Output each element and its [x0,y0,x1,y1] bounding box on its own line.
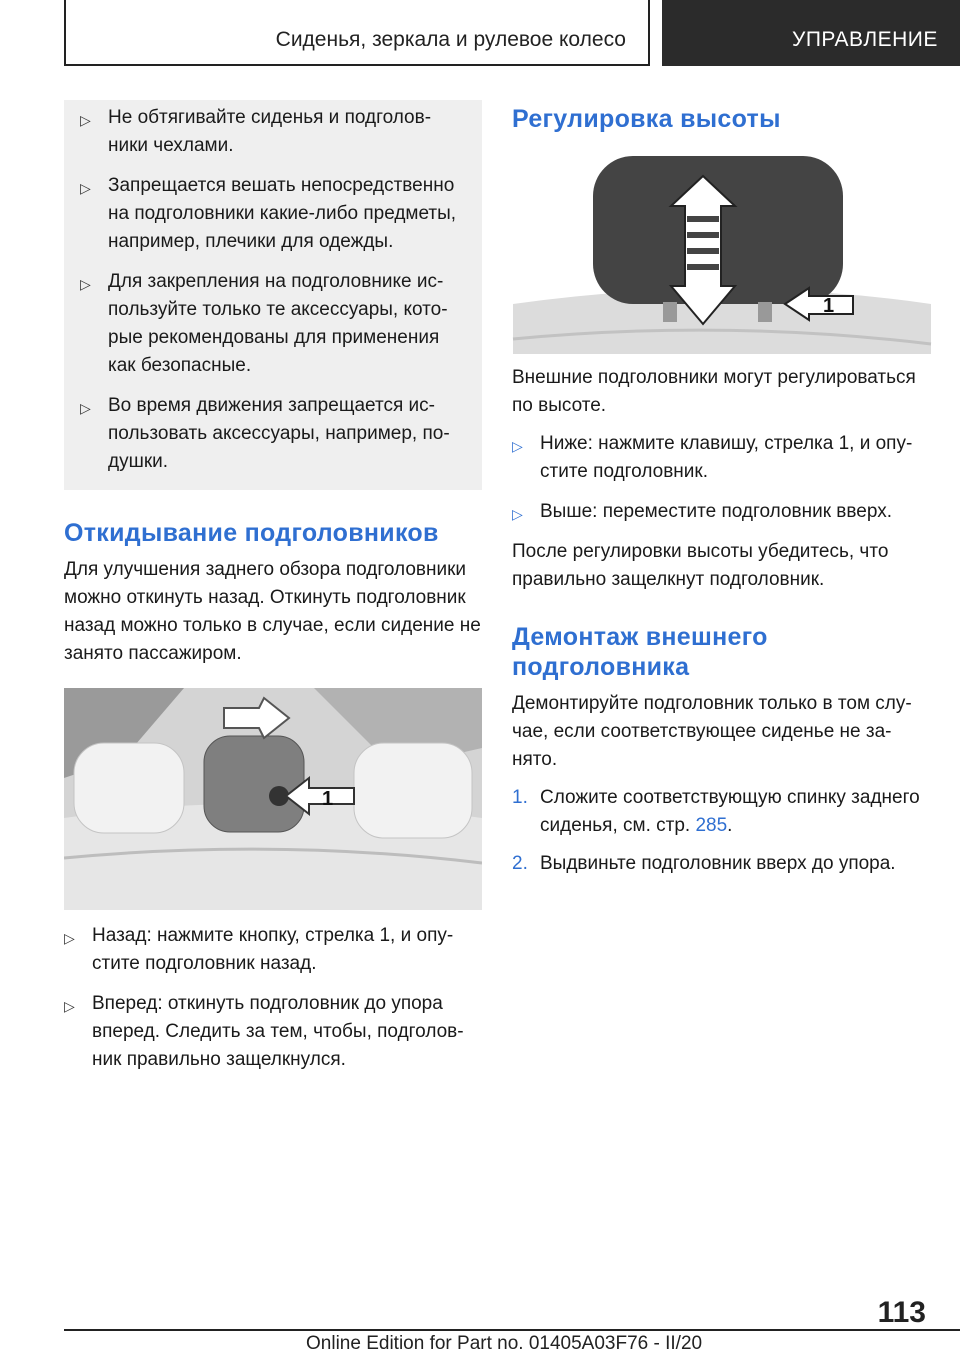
list-item: ▷ Ниже: нажмите клавишу, стрелка 1, и опу-стите подголовник. [512,433,913,482]
triangle-bullet-icon: ▷ [80,276,91,292]
height-after-text: После регулировки высоты убедитесь, что правильно защелкнут подголовник. [512,541,889,590]
tilt-heading: Откидывание подголовников [64,519,439,547]
list-item: 2. Выдвиньте подголовник вверх до упора. [512,850,932,878]
left-column [64,100,482,1086]
triangle-bullet-icon: ▷ [512,506,523,522]
list-item: ▷ Вперед: откинуть подголовник до упора вперед. Следить за тем, чтобы, подголов-ник правильно защелкнулся. [64,993,464,1070]
footer-divider [64,1329,960,1331]
height-text: Внешние подголовники могут регулироваться по высоте. [512,367,916,416]
header-section-box [64,0,650,66]
headrest-tilt-figure [64,688,482,910]
step-number: 2. [512,853,528,874]
triangle-bullet-icon: ▷ [64,998,75,1014]
figure-callout-label: 1 [823,295,835,317]
triangle-bullet-icon: ▷ [80,112,91,128]
height-heading: Регулировка высоты [512,105,781,133]
figure-callout-label: 1 [322,788,334,810]
header-section-title: Сиденья, зеркала и рулевое колесо [275,28,626,51]
list-item: ▷ Во время движения запрещается ис-пользовать аксессуары, например, по-душки. [80,395,450,472]
list-item: ▷ Запрещается вешать непосредственно на подголовники какие-либо предметы, например, плечики для одежды. [80,175,457,252]
header-chapter-title: УПРАВЛЕНИЕ [792,28,938,51]
list-item: ▷ Назад: нажмите кнопку, стрелка 1, и опу-стите подголовник назад. [64,925,454,974]
triangle-bullet-icon: ▷ [64,930,75,946]
triangle-bullet-icon: ▷ [80,400,91,416]
list-item: ▷ Не обтягивайте сиденья и подголов-ники чехлами. [80,107,432,156]
list-item: ▷ Для закрепления на подголовнике ис-пользуйте только те аксессуары, кото-рые рекомендованы для применения как безопасные. [80,271,448,376]
remove-heading: Демонтаж внешнего подголовника [512,623,768,681]
list-item: 1. Сложите соответствующую спинку заднего сиденья, см. стр. 285. [512,784,932,840]
remove-steps-list [512,784,932,878]
step-number: 1. [512,787,528,808]
page-number: 113 [877,1296,926,1329]
footer-edition: Online Edition for Part no. 01405A03F76 - II/20 [306,1333,703,1354]
list-item: ▷ Выше: переместите подголовник вверх. [512,498,932,526]
triangle-bullet-icon: ▷ [80,180,91,196]
warning-list [80,104,466,476]
headrest-height-figure [512,154,932,354]
triangle-bullet-icon: ▷ [512,438,523,454]
page-reference-link[interactable]: 285 [695,815,728,836]
remove-text: Демонтируйте подголовник только в том слу-чае, если соответствующее сиденье не за-нято. [512,693,912,770]
right-column [512,100,932,888]
tilt-text: Для улучшения заднего обзора подголовники можно откинуть назад. Откинуть подголовник назад можно только в случае, если сидение не занято пассажиром. [64,559,481,664]
tilt-bullet-list [64,922,482,1074]
header-chapter-box [662,0,960,66]
height-bullet-list [512,430,932,526]
warning-box [64,100,482,490]
